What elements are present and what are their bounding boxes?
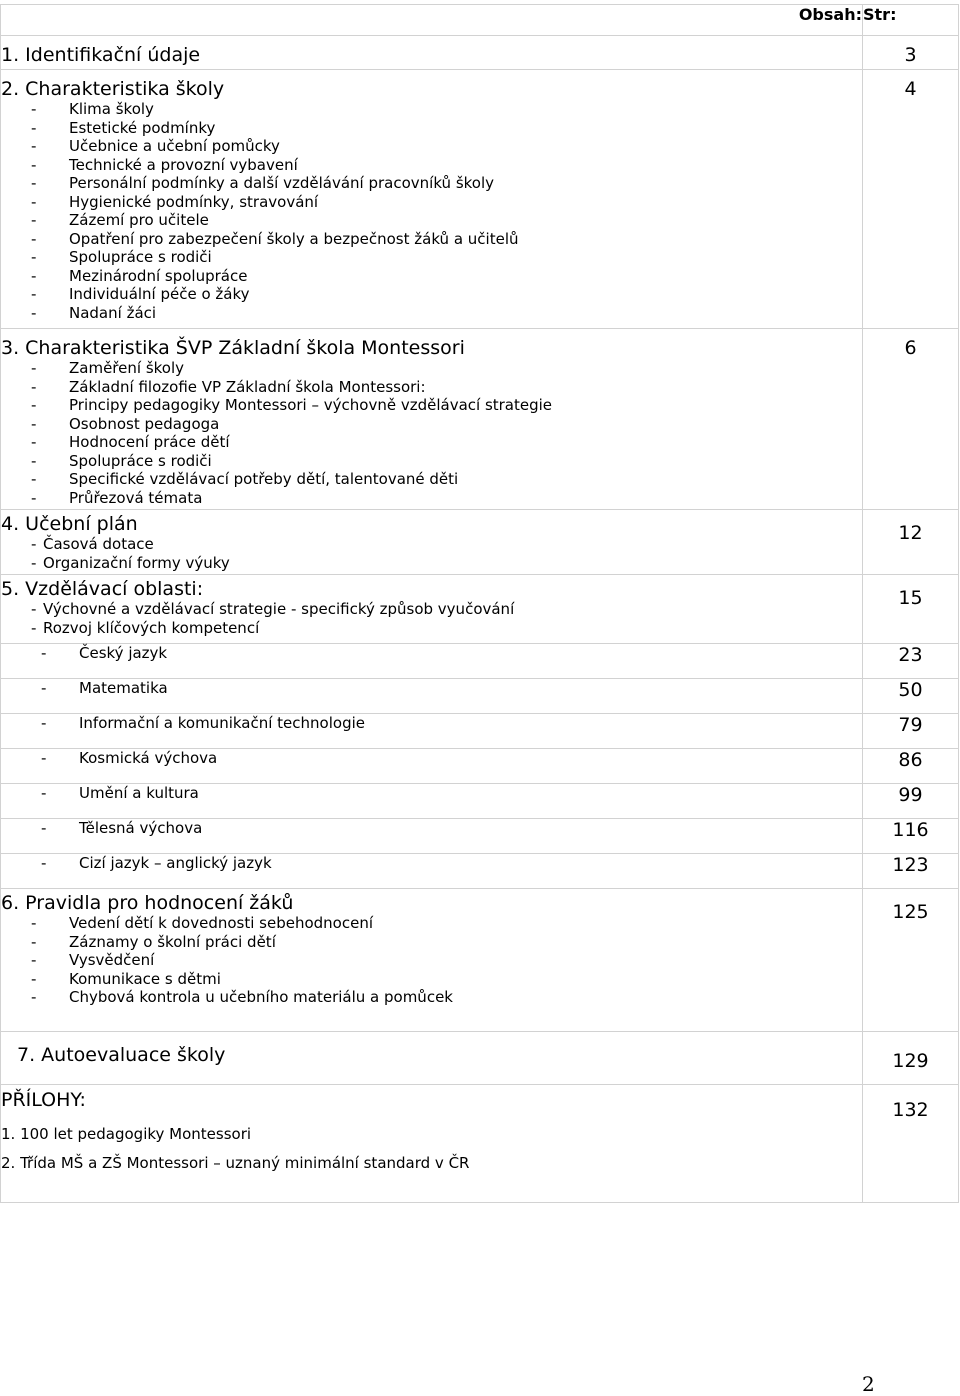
list-item: [1, 970, 862, 989]
list-item-label: Principy pedagogiky Montessori – výchovně vzdělávací strategie: [69, 396, 553, 414]
section-5-page: 15: [863, 575, 959, 644]
section-2-items: [1, 100, 862, 322]
list-item: [1, 914, 862, 933]
subject-page: 99: [863, 784, 959, 819]
list-dash: -: [31, 100, 37, 118]
list-item-label: Nadaní žáci: [69, 303, 157, 322]
list-dash: -: [31, 600, 37, 618]
list-dash: -: [31, 470, 37, 488]
list-item-label: Individuální péče o žáky: [69, 285, 250, 303]
appendix-page: 132: [863, 1084, 959, 1202]
list-dash: -: [31, 303, 37, 322]
subject-name: Tělesná výchova: [79, 819, 203, 837]
list-item: [1, 100, 862, 119]
list-item: [1, 535, 862, 554]
appendix-item-1: 1. 100 let pedagogiky Montessori: [1, 1124, 252, 1143]
subject-rows: [1, 644, 959, 889]
list-item: [1, 933, 862, 952]
list-item-label: Učebnice a učební pomůcky: [69, 137, 280, 155]
list-item: [1, 359, 862, 378]
list-dash: -: [41, 784, 47, 802]
list-dash: -: [31, 248, 37, 266]
list-item: [1, 248, 862, 267]
subject-cell: [1, 819, 863, 854]
list-dash: -: [31, 118, 37, 137]
list-dash: -: [31, 137, 37, 155]
list-item: [1, 230, 862, 249]
subject-cell: [1, 714, 863, 749]
section-3-page: 6: [863, 329, 959, 510]
section-2-title: 2. Charakteristika školy: [1, 78, 225, 100]
list-dash: -: [31, 377, 37, 396]
list-dash: -: [31, 174, 37, 192]
list-item: [1, 554, 862, 573]
list-item-label: Chybová kontrola u učebního materiálu a pomůcek: [69, 988, 453, 1006]
list-dash: -: [31, 414, 37, 433]
toc-row-section-7: [1, 1031, 959, 1084]
list-item-label: Záznamy o školní práci dětí: [69, 932, 276, 951]
list-item-label: Spolupráce s rodiči: [69, 248, 212, 266]
section-4-page: 12: [863, 510, 959, 575]
appendix-title: PŘÍLOHY:: [1, 1088, 86, 1111]
table-of-contents: [0, 4, 959, 1203]
list-item-label: Technické a provozní vybavení: [69, 155, 298, 174]
list-item-label: Hodnocení práce dětí: [69, 433, 230, 451]
section-5-items: [1, 600, 862, 637]
list-dash: -: [31, 553, 37, 572]
page-column-label: Str:: [863, 5, 959, 36]
list-item-label: Časová dotace: [43, 535, 154, 553]
list-dash: -: [31, 266, 37, 285]
list-item-label: Estetické podmínky: [69, 118, 216, 137]
toc-row-appendix: [1, 1084, 959, 1202]
list-item-label: Průřezová témata: [69, 488, 203, 507]
section-6-items: [1, 914, 862, 1007]
subject-row: [1, 714, 959, 749]
list-dash: -: [41, 749, 47, 767]
list-item-label: Osobnost pedagoga: [69, 414, 220, 433]
list-item-label: Klima školy: [69, 100, 154, 118]
list-item-label: Personální podmínky a další vzdělávání pracovníků školy: [69, 174, 495, 192]
section-1-page: 3: [863, 36, 959, 70]
list-dash: -: [31, 433, 37, 451]
toc-row-section-5: [1, 575, 959, 644]
list-dash: -: [31, 618, 37, 637]
list-item: [1, 378, 862, 397]
list-item-label: Vysvědčení: [69, 951, 155, 969]
section-6-page: 125: [863, 889, 959, 1032]
list-dash: -: [31, 535, 37, 553]
list-item-label: Komunikace s dětmi: [69, 969, 221, 988]
subject-row: [1, 819, 959, 854]
section-3-items: [1, 359, 862, 507]
subject-cell: [1, 854, 863, 889]
subject-row: [1, 784, 959, 819]
list-item-label: Základní filozofie VP Základní škola Montessori:: [69, 377, 426, 396]
list-dash: -: [41, 644, 47, 662]
list-dash: -: [31, 488, 37, 507]
list-dash: -: [31, 211, 37, 229]
toc-row-section-1: [1, 36, 959, 70]
list-dash: -: [31, 229, 37, 248]
section-6-title: 6. Pravidla pro hodnocení žáků: [1, 892, 294, 914]
list-item-label: Organizační formy výuky: [43, 553, 230, 572]
subject-cell: [1, 679, 863, 714]
section-1-title: 1. Identifikační údaje: [1, 36, 863, 70]
list-item: [1, 489, 862, 508]
list-item: [1, 396, 862, 415]
list-item-label: Hygienické podmínky, stravování: [69, 192, 319, 211]
list-dash: -: [31, 951, 37, 969]
list-dash: -: [41, 714, 47, 732]
list-item-label: Zázemí pro učitele: [69, 211, 209, 229]
list-dash: -: [31, 155, 37, 174]
section-7-title: 7. Autoevaluace školy: [1, 1031, 863, 1084]
list-dash: -: [31, 192, 37, 211]
section-2-page: 4: [863, 70, 959, 329]
subject-row: [1, 854, 959, 889]
list-item: [1, 470, 862, 489]
section-3-title: 3. Charakteristika ŠVP Základní škola Montessori: [1, 337, 465, 359]
list-dash: -: [31, 932, 37, 951]
list-item: [1, 988, 862, 1007]
list-dash: -: [31, 988, 37, 1006]
list-item-label: Opatření pro zabezpečení školy a bezpečnost žáků a učitelů: [69, 229, 519, 248]
toc-row-section-4: [1, 510, 959, 575]
subject-page: 50: [863, 679, 959, 714]
list-dash: -: [41, 819, 47, 837]
section-7-page: 129: [863, 1031, 959, 1084]
subject-name: Český jazyk: [79, 644, 168, 662]
subject-name: Umění a kultura: [79, 784, 199, 802]
list-item: [1, 600, 862, 619]
list-dash: -: [31, 914, 37, 932]
subject-name: Informační a komunikační technologie: [79, 714, 365, 732]
list-item: [1, 174, 862, 193]
list-dash: -: [31, 396, 37, 414]
appendix-item-2: 2. Třída MŠ a ZŠ Montessori – uznaný minimální standard v ČR: [1, 1153, 470, 1172]
list-item: [1, 619, 862, 638]
subject-page: 79: [863, 714, 959, 749]
subject-name: Cizí jazyk – anglický jazyk: [79, 854, 272, 872]
list-item: [1, 304, 862, 323]
list-item: [1, 285, 862, 304]
subject-name: Matematika: [79, 679, 168, 697]
subject-cell: [1, 644, 863, 679]
list-item-label: Spolupráce s rodiči: [69, 451, 212, 470]
toc-header-row: [1, 5, 959, 36]
list-item-label: Mezinárodní spolupráce: [69, 266, 248, 285]
list-item: [1, 415, 862, 434]
list-item: [1, 193, 862, 212]
subject-page: 23: [863, 644, 959, 679]
subject-cell: [1, 784, 863, 819]
list-item: [1, 267, 862, 286]
toc-row-section-3: [1, 329, 959, 510]
list-item: [1, 951, 862, 970]
list-item-label: Rozvoj klíčových kompetencí: [43, 618, 260, 637]
toc-row-section-6: [1, 889, 959, 1032]
toc-row-section-2: [1, 70, 959, 329]
list-item: [1, 119, 862, 138]
list-dash: -: [31, 969, 37, 988]
list-item-label: Zaměření školy: [69, 359, 185, 377]
subject-page: 86: [863, 749, 959, 784]
subject-page: 123: [863, 854, 959, 889]
list-item: [1, 137, 862, 156]
subject-cell: [1, 749, 863, 784]
list-item: [1, 156, 862, 175]
list-item-label: Specifické vzdělávací potřeby dětí, talentované děti: [69, 470, 459, 488]
subject-page: 116: [863, 819, 959, 854]
subject-name: Kosmická výchova: [79, 749, 218, 767]
subject-row: [1, 749, 959, 784]
list-dash: -: [31, 285, 37, 303]
list-item: [1, 452, 862, 471]
section-4-items: [1, 535, 862, 572]
list-dash: -: [31, 451, 37, 470]
list-item-label: Výchovné a vzdělávací strategie - specifický způsob vyučování: [43, 600, 515, 618]
section-4-title: 4. Učební plán: [1, 513, 138, 535]
section-5-title: 5. Vzdělávací oblasti:: [1, 578, 204, 600]
list-dash: -: [31, 359, 37, 377]
list-item-label: Vedení dětí k dovednosti sebehodnocení: [69, 914, 374, 932]
list-dash: -: [41, 679, 47, 697]
list-dash: -: [41, 854, 47, 872]
subject-row: [1, 679, 959, 714]
subject-row: [1, 644, 959, 679]
list-item: [1, 433, 862, 452]
page-number: 2: [862, 1372, 875, 1396]
toc-title: Obsah:: [1, 5, 863, 36]
list-item: [1, 211, 862, 230]
